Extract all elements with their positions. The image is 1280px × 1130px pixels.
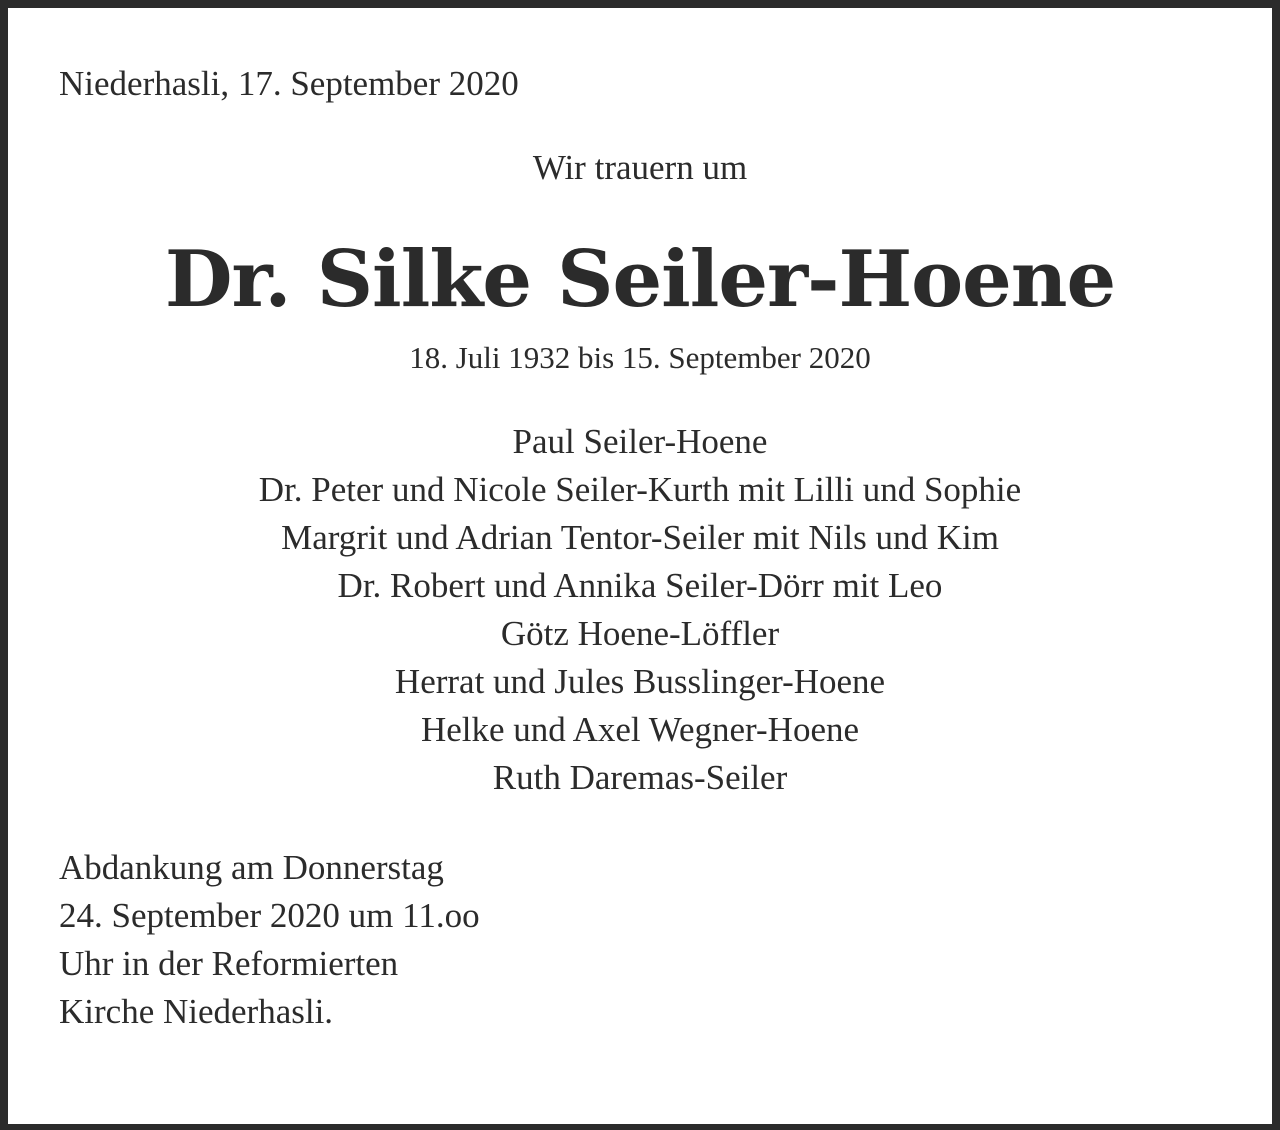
mourner-line: Margrit und Adrian Tentor-Seiler mit Nils und Kim: [281, 518, 999, 557]
deceased-name: Dr. Silke Seiler-Hoene: [164, 234, 1116, 325]
mourner-line: Ruth Daremas-Seiler: [492, 758, 788, 797]
mourner-line: Helke und Axel Wegner-Hoene: [420, 710, 860, 749]
mourners-list: [8, 418, 1272, 802]
mourner-line: Herrat und Jules Busslinger-Hoene: [394, 662, 886, 701]
service-line: Abdankung am Donnerstag: [59, 848, 444, 887]
mourner-line: Götz Hoene-Löffler: [500, 614, 780, 653]
lifespan-dates: 18. Juli 1932 bis 15. September 2020: [409, 340, 871, 375]
service-line: Kirche Niederhasli.: [59, 992, 334, 1031]
service-details: [59, 844, 480, 1036]
intro-line: Wir trauern um: [532, 148, 748, 187]
mourner-line: Dr. Robert und Annika Seiler-Dörr mit Leo: [337, 566, 943, 605]
place-and-date: Niederhasli, 17. September 2020: [59, 64, 519, 103]
mourner-line: Paul Seiler-Hoene: [512, 422, 768, 461]
service-line: Uhr in der Reformierten: [59, 944, 399, 983]
service-line: 24. September 2020 um 11.oo: [59, 896, 480, 935]
mourner-line: Dr. Peter und Nicole Seiler-Kurth mit Lilli und Sophie: [258, 470, 1022, 509]
